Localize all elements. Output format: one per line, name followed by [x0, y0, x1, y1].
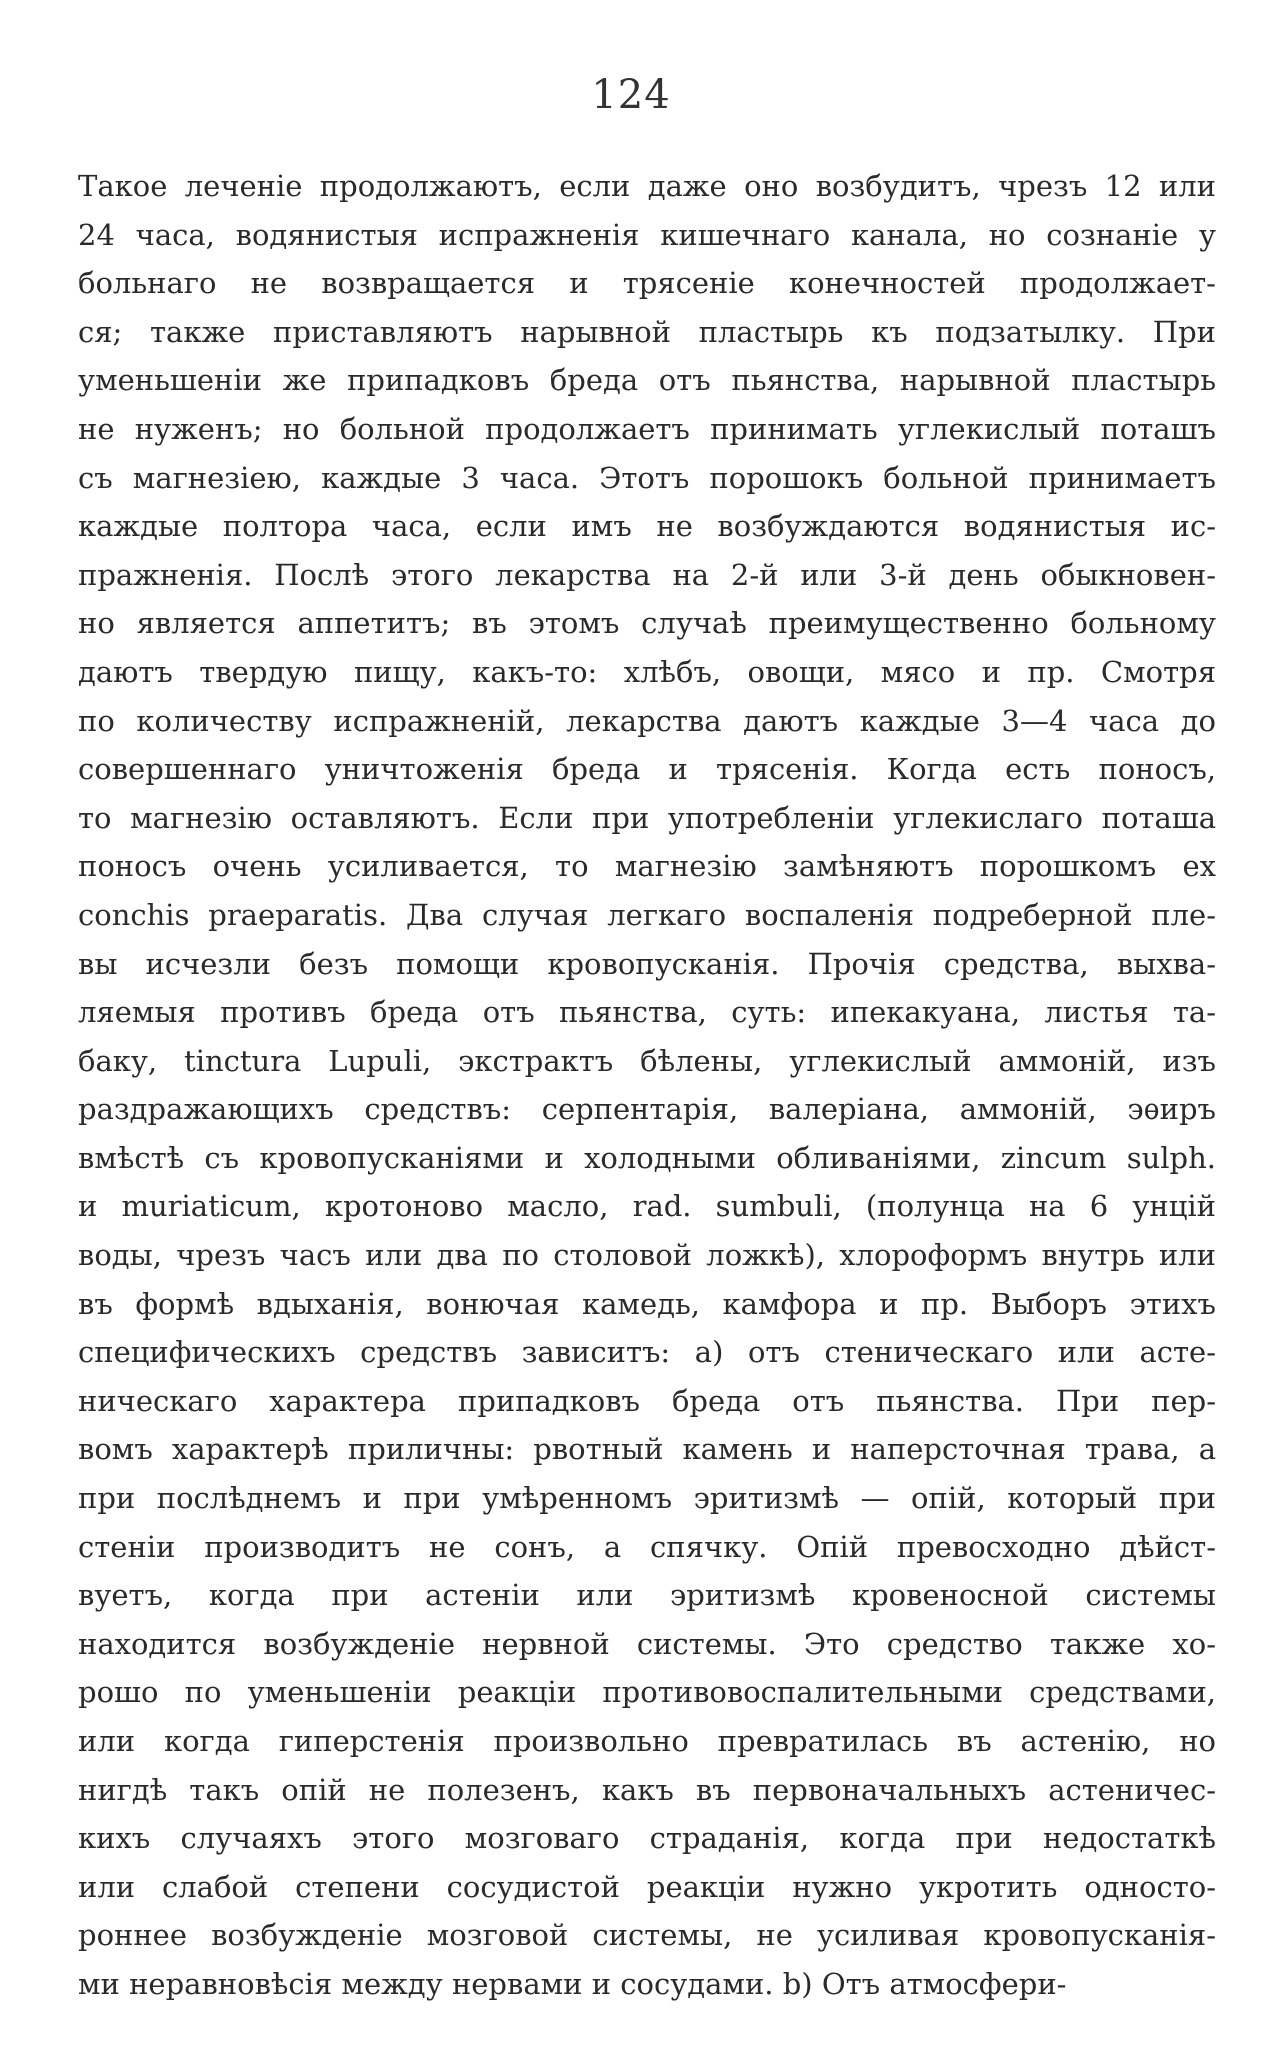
text-line: поносъ очень усиливается, то магнезію замѣняютъ порошкомъ ех — [78, 849, 1216, 884]
text-line: больнаго не возвращается и трясеніе конечностей продолжает- — [78, 266, 1216, 301]
text-line: ся; также приставляютъ нарывной пластырь къ подзатылку. При — [78, 314, 1216, 349]
text-line: ми неравновѣсія между нервами и сосудами. b) Отъ атмосфери- — [78, 1966, 1067, 2001]
text-line: роннее возбужденіе мозговой системы, не усиливая кровопусканія- — [78, 1918, 1216, 1953]
text-line: вмѣстѣ съ кровопусканіями и холодными обливаніями, zincum sulph. — [78, 1140, 1216, 1175]
text-line: специфическихъ средствъ зависитъ: а) отъ стеническаго или асте- — [78, 1335, 1216, 1370]
text-line: воды, чрезъ часъ или два по столовой ложкѣ), хлороформъ внутрь или — [78, 1238, 1216, 1273]
text-line: и muriaticum, кротоново масло, rad. sumbuli, (полунца на 6 унцій — [78, 1189, 1216, 1224]
text-line: вы исчезли безъ помощи кровопусканія. Прочія средства, выхва- — [78, 946, 1216, 981]
text-line: рошо по уменьшеніи реакціи противовоспалительными средствами, — [78, 1675, 1216, 1710]
text-line: по количеству испражненій, лекарства даютъ каждые 3—4 часа до — [78, 703, 1216, 738]
text-line: при послѣднемъ и при умѣренномъ эритизмѣ — опій, который при — [78, 1481, 1216, 1516]
text-line: кихъ случаяхъ этого мозговаго страданія, когда при недостаткѣ — [78, 1821, 1216, 1856]
text-line: не нуженъ; но больной продолжаетъ принимать углекислый поташъ — [78, 411, 1216, 446]
text-line: стеніи производитъ не сонъ, а спячку. Опій превосходно дѣйст- — [78, 1529, 1216, 1564]
page-number: 124 — [591, 72, 671, 118]
text-line: совершеннаго уничтоженія бреда и трясенія. Когда есть поносъ, — [78, 752, 1216, 787]
text-line: Такое леченіе продолжаютъ, если даже оно возбудитъ, чрезъ 12 или — [78, 169, 1216, 203]
text-line: уменьшеніи же припадковъ бреда отъ пьянства, нарывной пластырь — [78, 363, 1216, 398]
text-line: вуетъ, когда при астеніи или эритизмѣ кровеносной системы — [78, 1578, 1216, 1613]
text-line: съ магнезіею, каждые 3 часа. Этотъ порошокъ больной принимаетъ — [78, 460, 1216, 495]
text-line: пражненія. Послѣ этого лекарства на 2-й или 3-й день обыкновен- — [78, 557, 1216, 592]
text-line: то магнезію оставляютъ. Если при употребленіи углекислаго поташа — [78, 800, 1216, 835]
text-line: нигдѣ такъ опій не полезенъ, какъ въ первоначальныхъ астеничес- — [78, 1772, 1216, 1807]
text-line: ническаго характера припадковъ бреда отъ пьянства. При пер- — [78, 1383, 1216, 1418]
text-line: раздражающихъ средствъ: серпентарія, валеріана, аммоній, эѳиръ — [78, 1092, 1216, 1127]
text-line: ляемыя противъ бреда отъ пьянства, суть: ипекакуана, листья та- — [78, 995, 1216, 1030]
text-line: въ формѣ вдыханія, вонючая камедь, камфора и пр. Выборъ этихъ — [78, 1286, 1216, 1321]
text-line: или слабой степени сосудистой реакціи нужно укротить односто- — [78, 1869, 1216, 1904]
text-line: каждые полтора часа, если имъ не возбуждаются водянистыя ис- — [78, 509, 1216, 544]
text-line: 24 часа, водянистыя испражненія кишечнаго канала, но сознаніе у — [78, 217, 1216, 252]
body-text — [78, 162, 1216, 2009]
text-line: баку, tinctura Lupuli, экстрактъ бѣлены, углекислый аммоній, изъ — [78, 1043, 1216, 1078]
text-line: вомъ характерѣ приличны: рвотный камень и наперсточная трава, а — [78, 1432, 1216, 1467]
text-line: даютъ твердую пищу, какъ-то: хлѣбъ, овощи, мясо и пр. Смотря — [78, 654, 1216, 689]
text-line: но является аппетитъ; въ этомъ случаѣ преимущественно больному — [78, 606, 1216, 641]
text-line: находится возбужденіе нервной системы. Это средство также хо- — [78, 1626, 1216, 1661]
text-line: или когда гиперстенія произвольно превратилась въ астенію, но — [78, 1724, 1216, 1758]
text-line: conchis praeparatis. Два случая легкаго воспаленія подреберной пле- — [78, 897, 1216, 932]
